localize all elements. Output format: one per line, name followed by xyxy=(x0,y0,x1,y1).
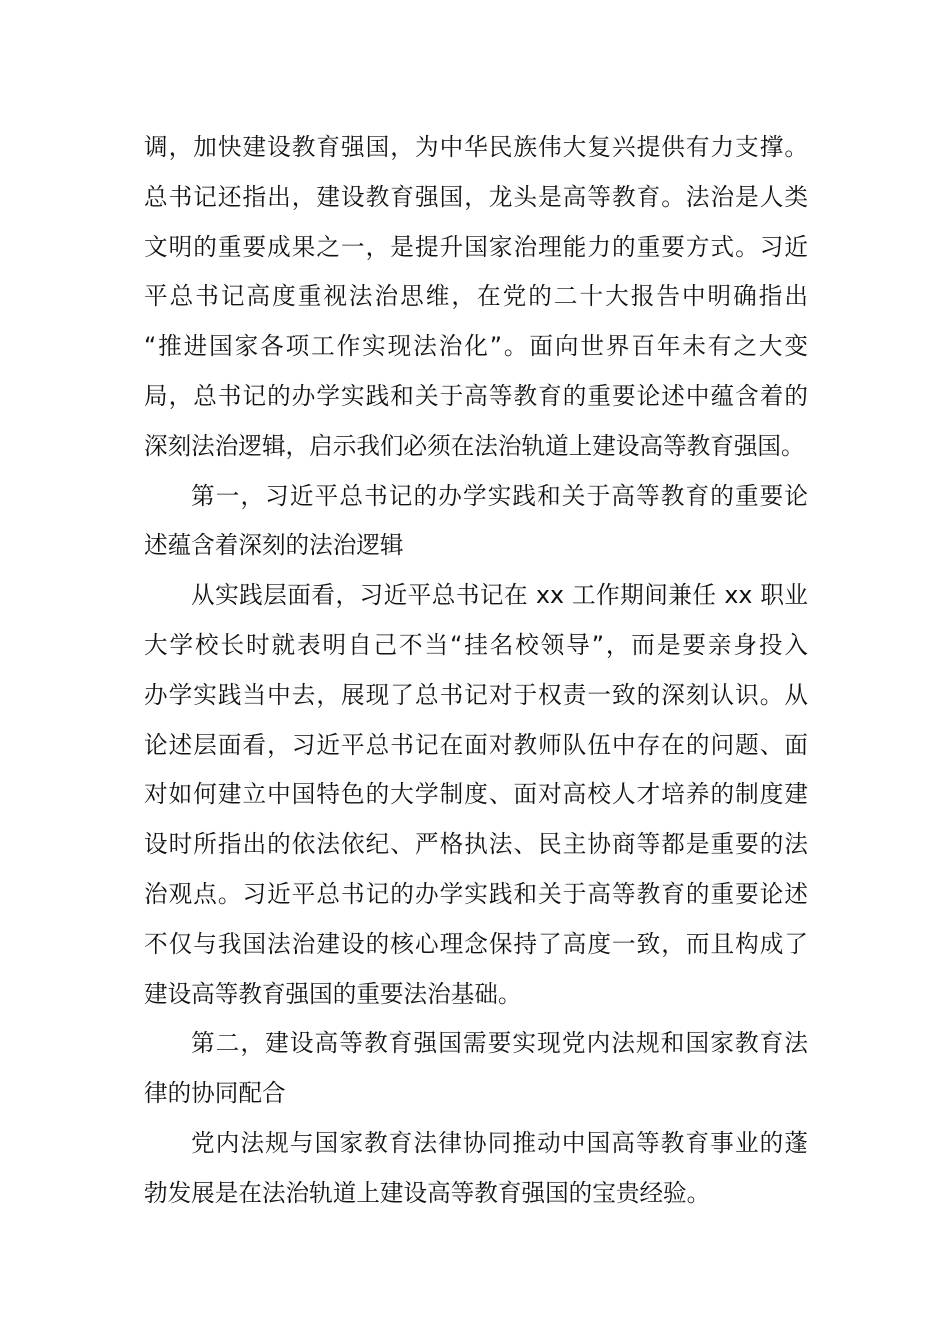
text-line: 设时所指出的依法依纪、严格执法、民主协商等都是重要的法 xyxy=(144,830,808,859)
section-heading-1 xyxy=(144,472,808,572)
text-line: 党内法规与国家教育法律协同推动中国高等教育事业的蓬 xyxy=(191,1128,808,1157)
text-line: 建设高等教育强国的重要法治基础。 xyxy=(144,979,522,1008)
text-line: 大学校长时就表明自己不当“挂名校领导”，而是要亲身投入 xyxy=(144,630,808,659)
text-line: 勃发展是在法治轨道上建设高等教育强国的宝贵经验。 xyxy=(144,1178,711,1207)
text-line: 办学实践当中去，展现了总书记对于权责一致的深刻认识。从 xyxy=(144,680,808,709)
paragraph-1 xyxy=(144,123,808,472)
text-line: 治观点。习近平总书记的办学实践和关于高等教育的重要论述 xyxy=(144,879,808,908)
text-line: 平总书记高度重视法治思维，在党的二十大报告中明确指出 xyxy=(144,282,808,311)
document-page xyxy=(144,123,808,1219)
text-line: 从实践层面看，习近平总书记在 xx 工作期间兼任 xx 职业 xyxy=(191,581,808,610)
heading-line: 第二，建设高等教育强国需要实现党内法规和国家教育法 xyxy=(191,1029,808,1058)
paragraph-3 xyxy=(144,1119,808,1219)
text-line: 对如何建立中国特色的大学制度、面对高校人才培养的制度建 xyxy=(144,780,808,809)
text-line: 调，加快建设教育强国，为中华民族伟大复兴提供有力支撑。 xyxy=(144,133,808,161)
heading-line: 述蕴含着深刻的法治逻辑 xyxy=(144,531,404,560)
heading-line: 第一，习近平总书记的办学实践和关于高等教育的重要论 xyxy=(191,481,808,510)
text-line: 论述层面看，习近平总书记在面对教师队伍中存在的问题、面 xyxy=(144,730,808,759)
section-heading-2 xyxy=(144,1019,808,1119)
text-line: 深刻法治逻辑，启示我们必须在法治轨道上建设高等教育强国。 xyxy=(144,431,805,460)
paragraph-2 xyxy=(144,571,808,1019)
text-line: 局，总书记的办学实践和关于高等教育的重要论述中蕴含着的 xyxy=(144,381,808,410)
text-line: 总书记还指出，建设教育强国，龙头是高等教育。法治是人类 xyxy=(144,182,808,211)
heading-line: 律的协同配合 xyxy=(144,1079,286,1108)
text-line: 不仅与我国法治建设的核心理念保持了高度一致，而且构成了 xyxy=(144,929,808,958)
text-line: “推进国家各项工作实现法治化”。面向世界百年未有之大变 xyxy=(144,332,808,361)
text-line: 文明的重要成果之一，是提升国家治理能力的重要方式。习近 xyxy=(144,232,808,261)
